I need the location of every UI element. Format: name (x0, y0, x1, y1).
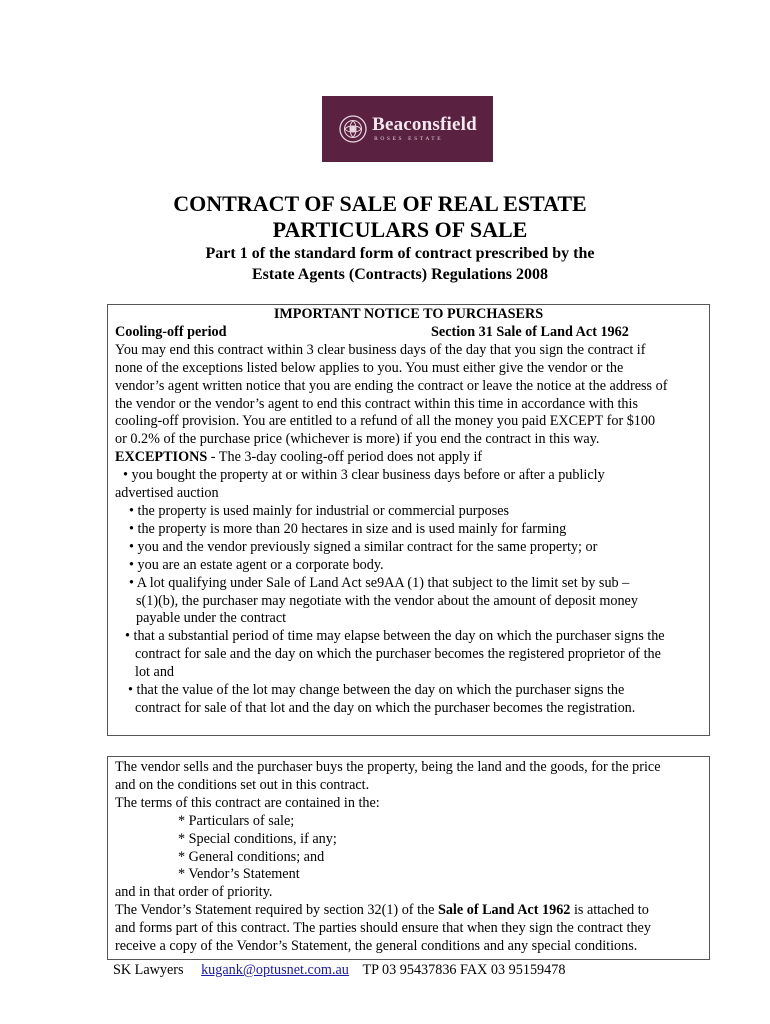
terms-list-item: * Special conditions, if any; (178, 830, 337, 847)
page-subtitle: PARTICULARS OF SALE (272, 217, 528, 242)
terms-line: and forms part of this contract. The parties should ensure that when they sign the contract they (115, 920, 651, 937)
notice-subheading (115, 324, 709, 342)
terms-line: The terms of this contract are contained in the: (115, 794, 380, 811)
form-description-line2: Estate Agents (Contracts) Regulations 2008 (252, 266, 548, 283)
notice-paragraph-line: vendor’s agent written notice that you are ending the contract or leave the notice at the address of (115, 377, 668, 394)
form-description-line1: Part 1 of the standard form of contract prescribed by the (205, 245, 595, 262)
act-name: Sale of Land Act 1962 (437, 902, 571, 919)
contract-terms-box (107, 756, 710, 960)
terms-line: receive a copy of the Vendor’s Statement, the general conditions and any special conditions. (115, 938, 638, 955)
terms-line: and on the conditions set out in this contract. (115, 776, 370, 793)
exception-item: • A lot qualifying under Sale of Land Act se9AA (1) that subject to the limit set by sub – (129, 574, 630, 591)
section-label: Section 31 Sale of Land Act 1962 (431, 323, 629, 340)
email-link[interactable]: kugank@optusnet.com.au (201, 962, 349, 978)
exception-item-cont: lot and (135, 664, 175, 681)
exception-item: • that a substantial period of time may elapse between the day on which the purchaser signs the (125, 628, 665, 645)
exceptions-line (115, 449, 709, 467)
notice-paragraph-line: the vendor or the vendor’s agent to end this contract within this time in accordance with this (115, 395, 638, 412)
terms-text: The Vendor’s Statement required by section 32(1) of the (115, 902, 438, 919)
exception-item: • you and the vendor previously signed a similar contract for the same property; or (129, 538, 598, 555)
terms-line (115, 902, 709, 920)
exception-item: • the property is used mainly for industrial or commercial purposes (129, 502, 510, 519)
exception-item-cont: advertised auction (115, 485, 219, 502)
page-footer (113, 961, 565, 979)
notice-paragraph-line: or 0.2% of the purchase price (whichever is more) if you end the contract in this way. (115, 431, 600, 448)
exceptions-label: EXCEPTIONS (115, 449, 208, 466)
estate-logo (322, 96, 493, 162)
page-title: CONTRACT OF SALE OF REAL ESTATE (173, 191, 587, 216)
terms-text: is attached to (570, 902, 649, 919)
purchaser-notice-box (107, 304, 710, 736)
exceptions-text: - The 3-day cooling-off period does not apply if (207, 449, 483, 466)
logo-tagline: ROSES ESTATE (374, 136, 444, 142)
rose-emblem-icon (338, 114, 368, 144)
terms-list-item: * General conditions; and (178, 848, 325, 865)
notice-heading: IMPORTANT NOTICE TO PURCHASERS (273, 306, 544, 322)
notice-paragraph-line: You may end this contract within 3 clear business days of the day that you sign the contract if (115, 341, 646, 358)
exception-item: • you bought the property at or within 3 clear business days before or after a publicly (123, 467, 605, 484)
exception-item-cont: s(1)(b), the purchaser may negotiate with the vendor about the amount of deposit money (136, 592, 638, 609)
notice-paragraph-line: none of the exceptions listed below applies to you. You must either give the vendor or the (115, 359, 624, 376)
exception-item: • that the value of the lot may change between the day on which the purchaser signs the (128, 682, 625, 699)
exception-item-cont: contract for sale of that lot and the day on which the purchaser becomes the registration. (135, 699, 636, 716)
terms-line: and in that order of priority. (115, 884, 273, 901)
exception-item: • the property is more than 20 hectares in size and is used mainly for farming (129, 520, 567, 537)
exception-item-cont: contract for sale and the day on which the purchaser becomes the registered proprietor of the (135, 646, 661, 663)
terms-line: The vendor sells and the purchaser buys the property, being the land and the goods, for the price (115, 759, 661, 775)
logo-name: Beaconsfield (372, 114, 477, 135)
notice-paragraph-line: cooling-off provision. You are entitled to a refund of all the money you paid EXCEPT for $100 (115, 413, 656, 430)
contact-numbers: TP 03 95437836 FAX 03 95159478 (362, 962, 566, 978)
firm-name: SK Lawyers (113, 962, 184, 978)
exception-item: • you are an estate agent or a corporate body. (129, 556, 384, 573)
cooling-off-label: Cooling-off period (115, 323, 227, 340)
terms-list-item: * Particulars of sale; (178, 812, 295, 829)
exception-item-cont: payable under the contract (136, 610, 287, 627)
terms-list-item: * Vendor’s Statement (178, 866, 300, 883)
